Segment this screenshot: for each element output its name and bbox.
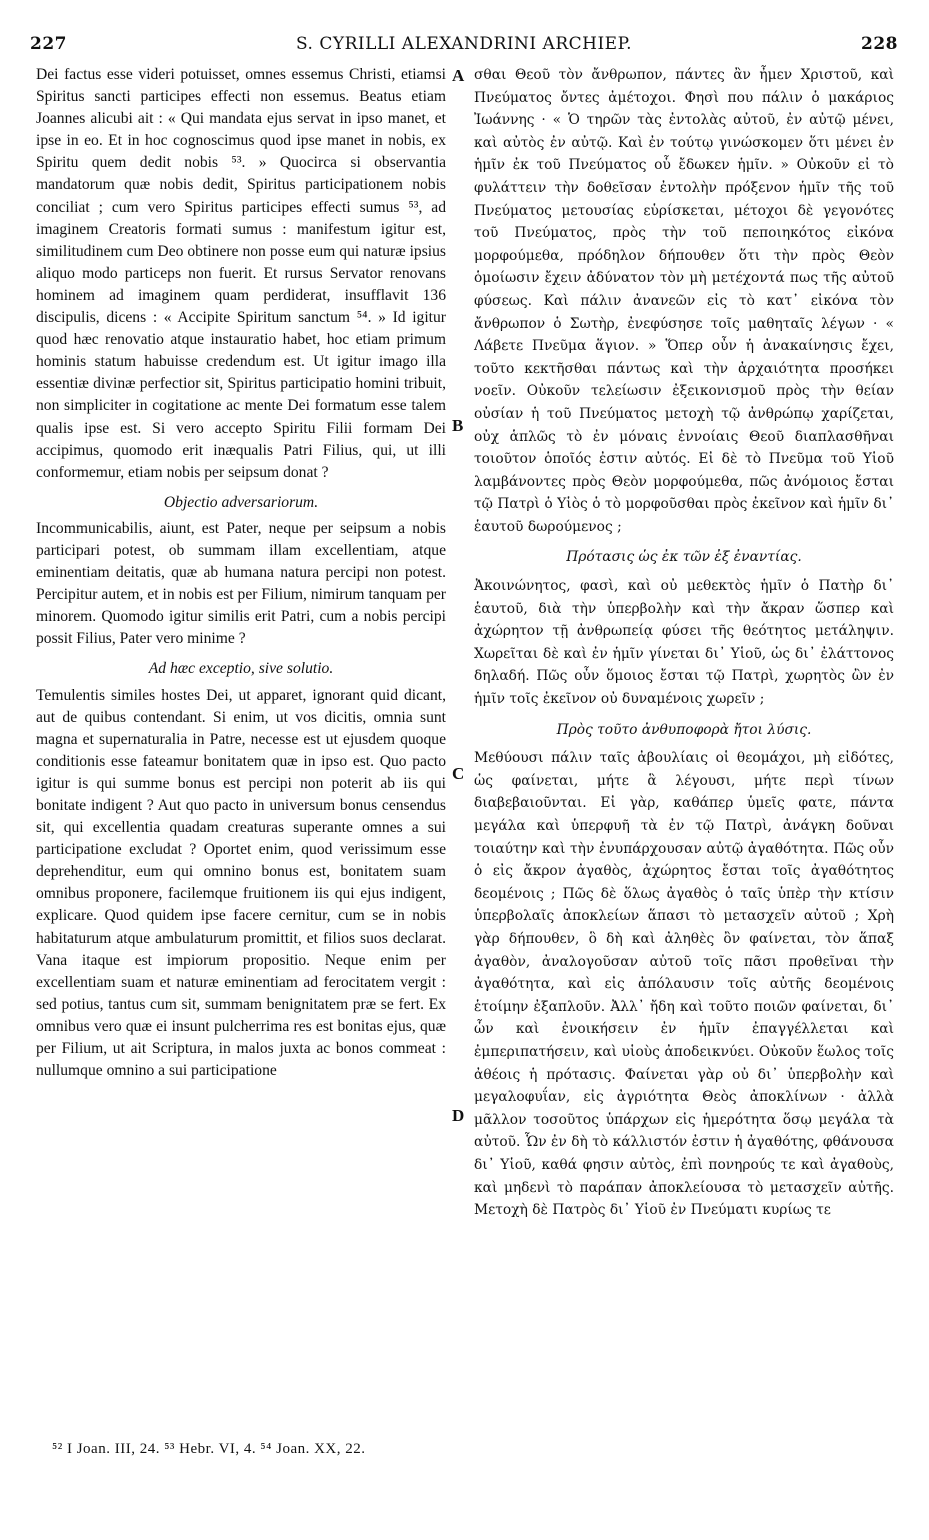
- latin-heading-solution: Ad hæc exceptio, sive solutio.: [148, 660, 334, 678]
- greek-paragraph-2: Ἀκοινώνητος, φασὶ, καὶ οὐ μεθεκτὸς ἡμῖν ὁ Πατὴρ δι᾽ ἑαυτοῦ, διὰ τὴν ὑπερβολὴν καὶ τὴν ἄκραν ὥσπερ καὶ ἀχώρητον τῇ ἀνθρωπείᾳ φύσει τῆς θεότητος μετάληψιν. Χωρεῖται δὲ καὶ ἐν ἡμῖν γίνεται δι᾽ Υἱοῦ, ὡς δι᾽ ἐλάττονος δηλαδή. Πῶς οὖν ὅμοιος ἔσται τῷ Πατρὶ, χωρητὸς ὢν ἐν ἡμῖν τοῖς ἐκεῖνον οὐ δυναμένοις χωρεῖν ;: [474, 578, 894, 708]
- greek-heading-objection: Πρότασις ὡς ἐκ τῶν ἐξ ἐναντίας.: [566, 549, 802, 566]
- greek-paragraph-3: Μεθύουσι πάλιν ταῖς ἀβουλίαις οἱ θεομάχοι, μὴ εἰδότες, ὡς φαίνεται, μήτε ἃ λέγουσι, μήτε περὶ τίνων διαβεβαιοῦνται. Εἰ γὰρ, καθάπερ ὑμεῖς φατε, πάντα μεγάλα καὶ ὑπερφυῆ τὰ ἐν τῷ Πατρὶ, ἀνάγκη δοῦναι τοιαύτην καὶ τὴν ἐνυπάρχουσαν αὐτῷ ἀγαθότητα. Πῶς οὖν ὁ εἰς ἄκρον ἀγαθὸς, ἀχώρητος ἔσται τοῖς ἀγαθότητος δεομένοις ; Πῶς δὲ ὅλως ἀγαθὸς ὁ ταῖς ὑπὲρ τὴν κτίσιν ὑπερβολαῖς ἀποκλείων ἅπασι τὸ μετασχεῖν αὐτοῦ ; Χρὴ γὰρ δήπουθεν, ὃ δὴ καὶ ἀληθὲς ὂν φαίνεται, τὸν ἅπαξ ἀγαθὸν, ἀναλογοῦσαν αὐτοῦ τοῖς πᾶσι προθεῖναι τὴν ἀγαθότητα, καὶ εἰς ἀπόλαυσιν τοῖς αὐτῆς δεομένοις ἑτοίμην ἐξαπλοῦν. Ἀλλ᾽ ἤδη καὶ τοῦτο ποιῶν φαίνεται, δι᾽ ὧν καὶ ἐνοικήσειν ἐν ἡμῖν ἐπαγγέλλεται καὶ ἐμπεριπατήσειν, καὶ υἱοὺς ἀποδεικνύει. Οὐκοῦν ἕωλος τοῖς ἀθέοις ἡ πρότασις. Φαίνεται γὰρ οὐ δι᾽ ὑπερβολὴν καὶ μεγαλοφυΐαν, εἰς ἀγριότητα Θεὸς ἀποκλίνων · ἀλλὰ μᾶλλον τοσοῦτος ὑπάρχων εἰς ἡμερότητα ὅσῳ μεγάλα τὰ αὐτοῦ. Ὧν ἐν δὴ τὸ κάλλιστόν ἐστιν ἡ ἀγαθότης, φθάνουσα δι᾽ Υἱοῦ, καθά φησιν αὐτὸς, ἐπὶ πονηρούς τε καὶ ἀγαθοὺς, καὶ μηδενὶ τὸ παράπαν ἀποκλείουσα τὸ μετασχεῖν αὐτῆς. Μετοχὴ δὲ Πατρὸς δι᾽ Υἱοῦ ἐν Πνεύματι κυρίως τε: [474, 750, 894, 1219]
- latin-paragraph-2: Incommunicabilis, aiunt, est Pater, neque per seipsum a nobis participari potest, ob summam illam excellentiam, atque eminentiam deitatis, quæ ab humana natura percipi non potest. Percipitur autem, et in nobis est per Filium, nimirum tanquam per minorem. Quomodo igitur similis erit Patri, cum a nobis percipi possit Filius, Pater vero minime ?: [36, 519, 446, 648]
- greek-column: [474, 64, 894, 1222]
- latin-heading-objection: Objectio adversariorum.: [163, 493, 319, 511]
- margin-letter-c: C: [452, 764, 465, 783]
- greek-paragraph-1: σθαι Θεοῦ τὸν ἄνθρωπον, πάντες ἂν ἦμεν Χριστοῦ, καὶ Πνεύματος ὄντες ἀμέτοχοι. Φησὶ που πάλιν ὁ μακάριος Ἰωάννης · « Ὁ τηρῶν τὰς ἐντολὰς αὐτοῦ, ἐν αὐτῷ μένει, καὶ αὐτὸς ἐν αὐτῷ. Καὶ ἐν τούτῳ γινώσκομεν ὅτι μένει ἐν ἡμῖν ἐκ τοῦ Πνεύματος οὗ ἔδωκεν ἡμῖν. » Οὐκοῦν εἰ τὸ φυλάττειν τὴν δοθεῖσαν ἐντολὴν πρόξενον ἡμῖν τῆς τοῦ Πνεύματος μετουσίας εὑρίσκεται, μέτοχοι δὲ γεγονότες τοῦ Πνεύματος, πρὸς τὴν τοῦ πεποιηκότος εἰκόνα μορφούμεθα, πρόδηλον δήπουθεν ὅτι τὴν πρὸς Θεὸν ὁμοίωσιν ἔχειν ἀδύνατον τὸν μὴ μετέχοντά πως τῆς αὐτοῦ φύσεως. Καὶ πάλιν ἀνανεῶν εἰς τὸ κατ᾽ εἰκόνα τὸν ἄνθρωπον ὁ Σωτὴρ, ἐνεφύσησε τοῖς μαθηταῖς λέγων · « Λάβετε Πνεῦμα ἅγιον. » Ὅπερ οὖν ἡ ἀνακαίνησις ἔχει, τοῦτο κεκτῆσθαι πάντως καὶ τὴν ἀρχαιότητα προσήκει νοεῖν. Οὐκοῦν τελείωσιν ἐξεικονισμοῦ πρὸς τὴν θείαν οὐσίαν ἡ τοῦ Πνεύματος μετοχὴ τῷ ἀνθρώπῳ χαρίζεται, οὐχ ἁπλῶς τὸ ἐν μόναις ἐννοίαις Θεοῦ διαπλασθῆναι τοιοῦτον ὁποῖός ἐστιν αὐτός. Εἰ δὲ τὸ Πνεῦμα τοῦ Υἱοῦ λαμβάνοντες πρὸς Θεὸν μορφούμεθα, πῶς ἀνόμοιος ἔσται τῷ Πατρὶ ὁ Υἱὸς ὁ τὸ μορφοῦσθαι πρὸς ἐκεῖνον καὶ ἡμῖν δι᾽ ἑαυτοῦ δωρούμενος ;: [474, 67, 894, 535]
- latin-column: [36, 64, 446, 1082]
- footnotes: ⁵² I Joan. III, 24. ⁵³ Hebr. VI, 4. ⁵⁴ Joan. XX, 22.: [52, 1441, 366, 1457]
- margin-letter-b: B: [452, 416, 464, 435]
- running-header: [30, 34, 898, 58]
- margin-letter-a: A: [452, 66, 465, 85]
- latin-paragraph-1: Dei factus esse videri potuisset, omnes essemus Christi, etiamsi Spiritus sancti participes effecti non essemus. Beatus etiam Joannes alicubi ait : « Qui mandata ejus servat in ipso manet, et ipse in eo. Et in hoc cognoscimus quod ipse manet in nobis, ex Spiritu quem dedit nobis ⁵³. » Quocirca si observantia mandatorum quæ nobis dedit, Spiritus participationem nobis conciliat ; cum vero Spiritus participes effecti sumus ⁵³, ad imaginem Creatoris formati sumus : manifestum igitur est, similitudinem cum Deo obtinere non posse eum qui naturæ ipsius aliquo modo particeps non fuerit. Et rursus Servator renovans hominem ad imaginem quam perdiderat, insufflavit 136 discipulis, dicens : « Accipite Spiritum sanctum ⁵⁴. » Id igitur quod hæc renovatio atque instauratio habet, hoc etiam primum hominis statum habuisse credendum est. Ut igitur imago illa essentiæ divinæ perfectior sit, Spiritus participatio homini tribuit, non simpliciter in cogitatione ac mente Dei formatum esse talem qualis ipse est. Si vero accepto Spiritu Filii formam Dei accipimus, quomodo erit inæqualis Patri Filius, qui, ut illi conformemur, etiam nobis per seipsum donat ?: [36, 66, 446, 481]
- latin-paragraph-3: Temulentis similes hostes Dei, ut apparet, ignorant quid dicant, aut de quibus contendant. Si enim, ut vos dicitis, omnia sunt magna et supernaturalia in Patre, necesse est ut ejusdem quoque conditionis esse fateamur bonitatem quæ in ipso est. Quo pacto igitur is qui summe bonus est percipi non poterit ab iis qui bonitate indigent ? Aut quo pacto in universum bonus censendus sit, qui excellentia quadam creaturas superante omnes a sui participatione excludat ? Oportet enim, quod verissimum esse deprehenditur, eum qui omnino bonus est, bonitatem suam omnibus proponere, facilemque fruitionem iis qui ejus indigent, explicare. Quod quidem ipse facere cernitur, cum se in nobis habitaturum atque ambulaturum promittit, et filios suos declarat. Vana itaque est impiorum propositio. Neque enim per excellentiam suam et naturæ eminentiam ad ferocitatem vergit : sed potius, tantus cum sit, summam benignitatem præ se fert. Ex omnibus vero quæ ei insunt pulcherrima res est bonitas ejus, quæ per Filium, ut ait Scriptura, in malos juxta ac bonos commeat : nullumque omnino a sui participatione: [36, 686, 446, 1080]
- running-title: S. CYRILLI ALEXANDRINI ARCHIEP.: [296, 34, 632, 54]
- page-number-left: 227: [30, 34, 67, 54]
- margin-letter-d: D: [452, 1106, 465, 1125]
- page-number-right: 228: [861, 34, 898, 54]
- greek-heading-solution: Πρὸς τοῦτο ἀνθυποφορὰ ἤτοι λύσις.: [556, 721, 812, 738]
